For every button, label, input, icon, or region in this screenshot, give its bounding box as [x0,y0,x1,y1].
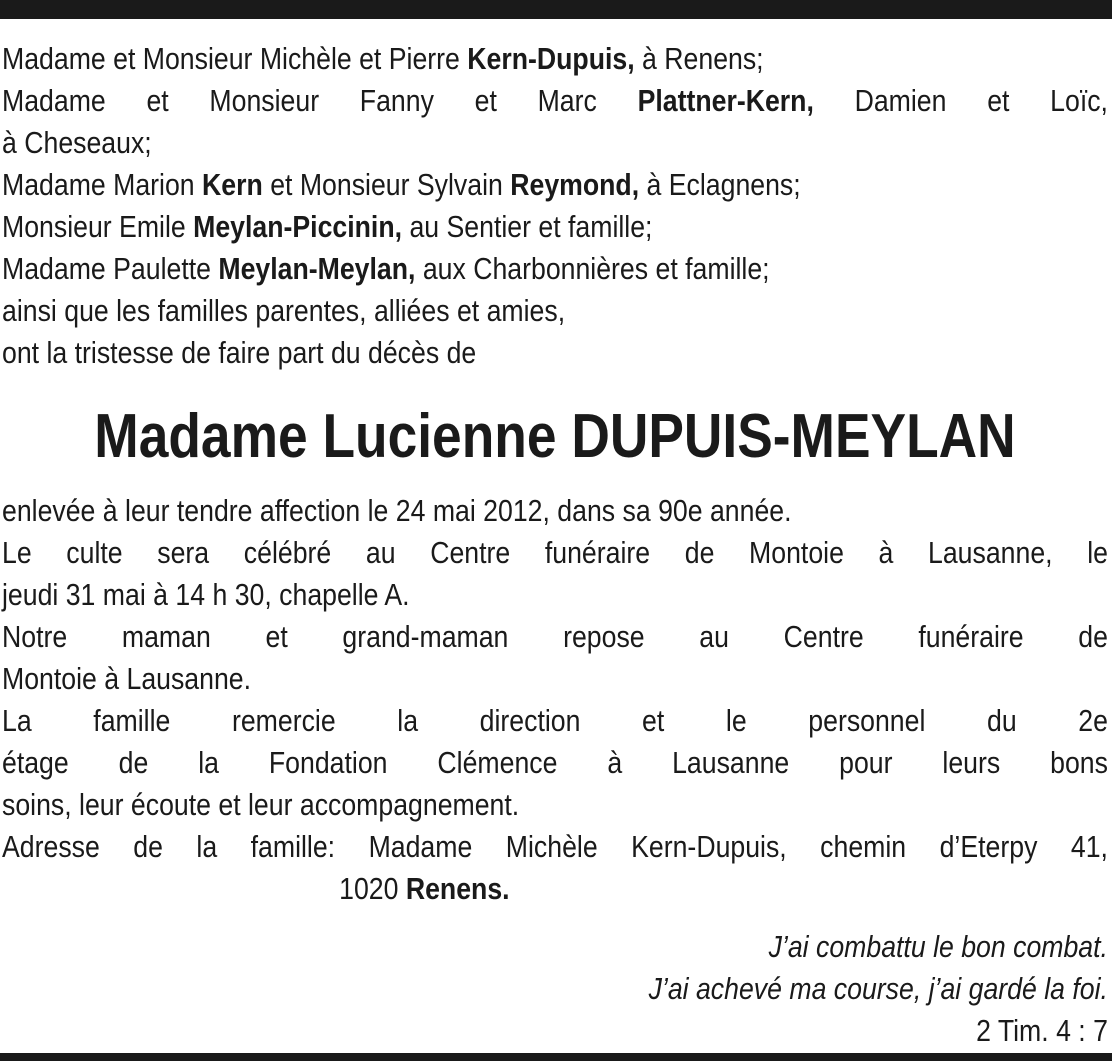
family-address-city [2,868,1108,910]
family-line-5 [2,206,1108,248]
family-line-2 [2,80,1108,122]
ceremony-paragraph [2,532,1108,616]
text: aux Charbonnières et famille; [415,251,770,286]
death-announcement: enlevée à leur tendre affection le 24 mai 2012, dans sa 90e année. [2,493,792,528]
text: à Renens; [634,41,764,76]
repose-paragraph [2,616,1108,700]
repose-paragraph-line: Montoie à Lausanne. [2,661,252,696]
repose-paragraph-line: Notre maman et grand-maman repose au Centre funéraire de [2,619,1108,654]
postal-code: 1020 [339,871,406,906]
deceased-name: Madame Lucienne DUPUIS-MEYLAN [94,402,1016,471]
ceremony-paragraph-line: jeudi 31 mai à 14 h 30, chapelle A. [2,577,410,612]
text: à Eclagnens; [639,167,801,202]
text: Damien et Loïc, [813,83,1108,118]
family-line-7: ainsi que les familles parentes, alliées et amies, [2,293,566,328]
text: Madame Marion [2,167,203,202]
surname: Reymond, [510,167,640,202]
bible-reference: 2 Tim. 4 : 7 [976,1013,1108,1048]
surname: Meylan-Meylan, [218,251,416,286]
surname: Kern-Dupuis, [467,41,635,76]
surname: Meylan-Piccinin, [193,209,403,244]
surname: Kern [202,167,263,202]
text: Madame et Monsieur Michèle et Pierre [2,41,468,76]
ceremony-paragraph-line: Le culte sera célébré au Centre funéraire de Montoie à Lausanne, le [2,535,1108,570]
text: Monsieur Emile [2,209,194,244]
family-line-1 [2,38,1108,80]
thanks-paragraph-line: étage de la Fondation Clémence à Lausanne pour leurs bons [2,745,1108,780]
bible-quote-line-1: J’ai combattu le bon combat. [768,929,1108,964]
text: au Sentier et famille; [402,209,653,244]
text: Madame Paulette [2,251,219,286]
surname: Plattner-Kern, [637,83,814,118]
thanks-paragraph [2,700,1108,826]
city-name: Renens. [405,871,510,906]
family-line-3: à Cheseaux; [2,125,152,160]
family-line-6 [2,248,1108,290]
family-line-4 [2,164,1108,206]
top-rule [0,0,1112,19]
obituary-notice [2,38,1108,1052]
text: Madame et Monsieur Fanny et Marc [2,83,638,118]
bottom-rule [0,1053,1112,1061]
thanks-paragraph-line: soins, leur écoute et leur accompagnement. [2,787,520,822]
bible-quote-line-2: J’ai achevé ma course, j’ai gardé la foi. [648,971,1108,1006]
text: et Monsieur Sylvain [262,167,511,202]
thanks-paragraph-line: La famille remercie la direction et le personnel du 2e [2,703,1108,738]
family-line-8: ont la tristesse de faire part du décès de [2,335,477,370]
family-address: Adresse de la famille: Madame Michèle Kern-Dupuis, chemin d’Eterpy 41, [2,829,1108,864]
